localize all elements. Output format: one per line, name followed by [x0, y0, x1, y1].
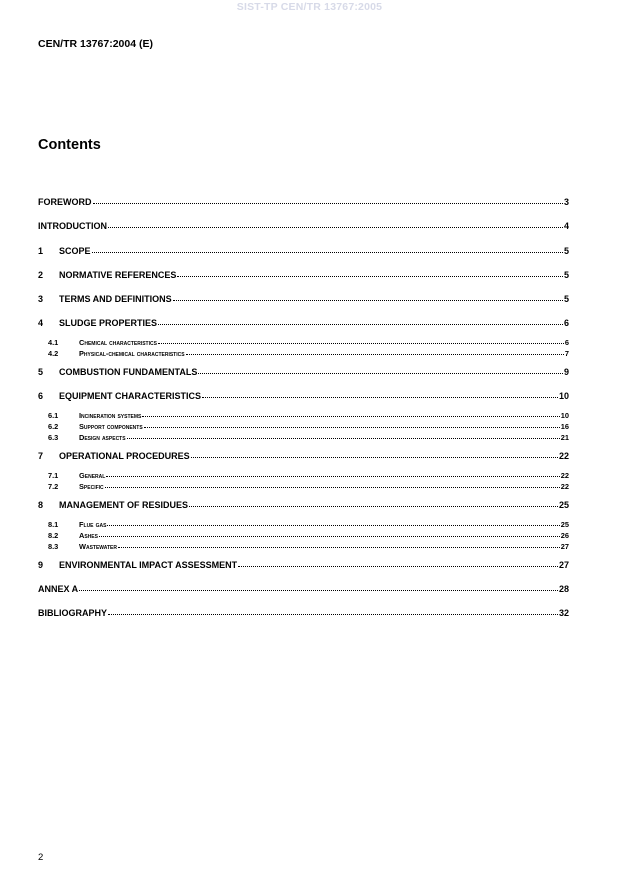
toc-entry-title: Support components [79, 422, 143, 431]
toc-entry-title: INTRODUCTION [38, 221, 107, 231]
toc-entry-page: 25 [558, 500, 569, 510]
toc-entry-page: 3 [563, 197, 569, 207]
toc-entry-page: 6 [563, 318, 569, 328]
toc-entry-number: 8 [38, 500, 44, 510]
toc-entry-title: Design aspects [79, 433, 126, 442]
toc-leader [105, 487, 560, 488]
toc-entry-title: EQUIPMENT CHARACTERISTICS [59, 391, 202, 401]
toc-entry-title: OPERATIONAL PROCEDURES [59, 451, 190, 461]
toc-entry-page: 10 [560, 411, 569, 420]
toc-entry-page: 16 [560, 422, 569, 431]
toc-entry-number: 7 [38, 451, 44, 461]
toc-entry[interactable] [38, 316, 569, 328]
toc-entry-title: NORMATIVE REFERENCES [59, 270, 177, 280]
toc-leader [108, 614, 558, 615]
toc-entry-page: 27 [558, 560, 569, 570]
toc-entry[interactable] [38, 449, 569, 461]
toc-leader [238, 566, 558, 567]
toc-leader [118, 547, 560, 548]
toc-entry-number: 2 [38, 270, 44, 280]
toc-entry-number: 4.2 [48, 349, 59, 358]
toc-leader [144, 427, 560, 428]
toc-entry-title: FOREWORD [38, 197, 92, 207]
toc-entry[interactable] [38, 244, 569, 256]
toc-entry-page: 5 [563, 270, 569, 280]
toc-entry-number: 8.1 [48, 520, 59, 529]
toc-entry-page: 28 [558, 584, 569, 594]
toc-subentry[interactable] [48, 430, 569, 442]
toc-entry-page: 21 [560, 433, 569, 442]
toc-entry-number: 4.1 [48, 338, 59, 347]
toc-leader [92, 252, 563, 253]
toc-entry[interactable] [38, 292, 569, 304]
toc-entry-page: 27 [560, 542, 569, 551]
toc-leader [93, 203, 563, 204]
toc-entry-title: Ashes [79, 531, 98, 540]
toc-entry-title: Flue gas [79, 520, 107, 529]
toc-subentry[interactable] [48, 346, 569, 358]
toc-entry-page: 32 [558, 608, 569, 618]
toc-entry-page: 22 [560, 482, 569, 491]
toc-leader [127, 438, 560, 439]
toc-entry-number: 6.2 [48, 422, 59, 431]
toc-entry[interactable] [38, 606, 569, 618]
toc-entry[interactable] [38, 582, 569, 594]
toc-entry-title: General [79, 471, 106, 480]
toc-subentry[interactable] [48, 479, 569, 491]
toc-entry-title: Specific [79, 482, 104, 491]
toc-leader [99, 536, 560, 537]
toc-entry-title: BIBLIOGRAPHY [38, 608, 108, 618]
toc-entry-title: SCOPE [59, 246, 91, 256]
toc-leader [173, 300, 563, 301]
toc-leader [142, 416, 559, 417]
toc-entry[interactable] [38, 195, 569, 207]
toc-entry-number: 6 [38, 391, 44, 401]
toc-entry-title: SLUDGE PROPERTIES [59, 318, 158, 328]
toc-entry-title: ANNEX A [38, 584, 79, 594]
toc-entry-title: MANAGEMENT OF RESIDUES [59, 500, 189, 510]
toc-entry-page: 26 [560, 531, 569, 540]
toc-entry[interactable] [38, 498, 569, 510]
toc-entry-page: 25 [560, 520, 569, 529]
toc-entry[interactable] [38, 389, 569, 401]
toc-entry[interactable] [38, 558, 569, 570]
toc-leader [191, 457, 558, 458]
watermark: SIST-TP CEN/TR 13767:2005 [236, 1, 383, 13]
page-number: 2 [38, 852, 44, 863]
toc-leader [107, 525, 559, 526]
toc-entry-page: 22 [558, 451, 569, 461]
toc-entry-page: 10 [558, 391, 569, 401]
toc-entry-title: Wastewater [79, 542, 117, 551]
toc-entry[interactable] [38, 219, 569, 231]
toc-entry-title: TERMS AND DEFINITIONS [59, 294, 172, 304]
toc-entry-title: Incineration systems [79, 411, 142, 420]
toc-subentry[interactable] [48, 539, 569, 551]
document-id: CEN/TR 13767:2004 (E) [38, 38, 153, 50]
toc-entry-page: 4 [563, 221, 569, 231]
toc-leader [198, 373, 563, 374]
toc-entry-number: 8.2 [48, 531, 59, 540]
toc-entry-number: 3 [38, 294, 44, 304]
toc-entry-page: 9 [563, 367, 569, 377]
toc-entry-number: 4 [38, 318, 44, 328]
toc-leader [177, 276, 563, 277]
toc-leader [202, 397, 558, 398]
toc-entry-number: 7.1 [48, 471, 59, 480]
toc-entry-title: Physical-chemical characteristics [79, 349, 185, 358]
page-title: Contents [38, 137, 101, 153]
toc-entry[interactable] [38, 365, 569, 377]
toc-leader [158, 324, 563, 325]
toc-leader [106, 476, 559, 477]
toc-entry[interactable] [38, 268, 569, 280]
toc-entry-title: COMBUSTION FUNDAMENTALS [59, 367, 198, 377]
toc-entry-number: 6.1 [48, 411, 59, 420]
toc-entry-number: 8.3 [48, 542, 59, 551]
toc-entry-page: 6 [564, 338, 569, 347]
toc-entry-number: 9 [38, 560, 44, 570]
toc-entry-title: Chemical characteristics [79, 338, 157, 347]
toc-leader [79, 590, 558, 591]
toc-leader [186, 354, 564, 355]
toc-entry-number: 7.2 [48, 482, 59, 491]
toc-entry-title: ENVIRONMENTAL IMPACT ASSESSMENT [59, 560, 238, 570]
toc-leader [189, 506, 558, 507]
toc-leader [158, 343, 564, 344]
toc-entry-page: 7 [564, 349, 569, 358]
toc-entry-page: 5 [563, 294, 569, 304]
toc-entry-number: 1 [38, 246, 44, 256]
toc-entry-page: 5 [563, 246, 569, 256]
toc-entry-page: 22 [560, 471, 569, 480]
toc-entry-number: 5 [38, 367, 44, 377]
toc-entry-number: 6.3 [48, 433, 59, 442]
toc-leader [108, 227, 563, 228]
